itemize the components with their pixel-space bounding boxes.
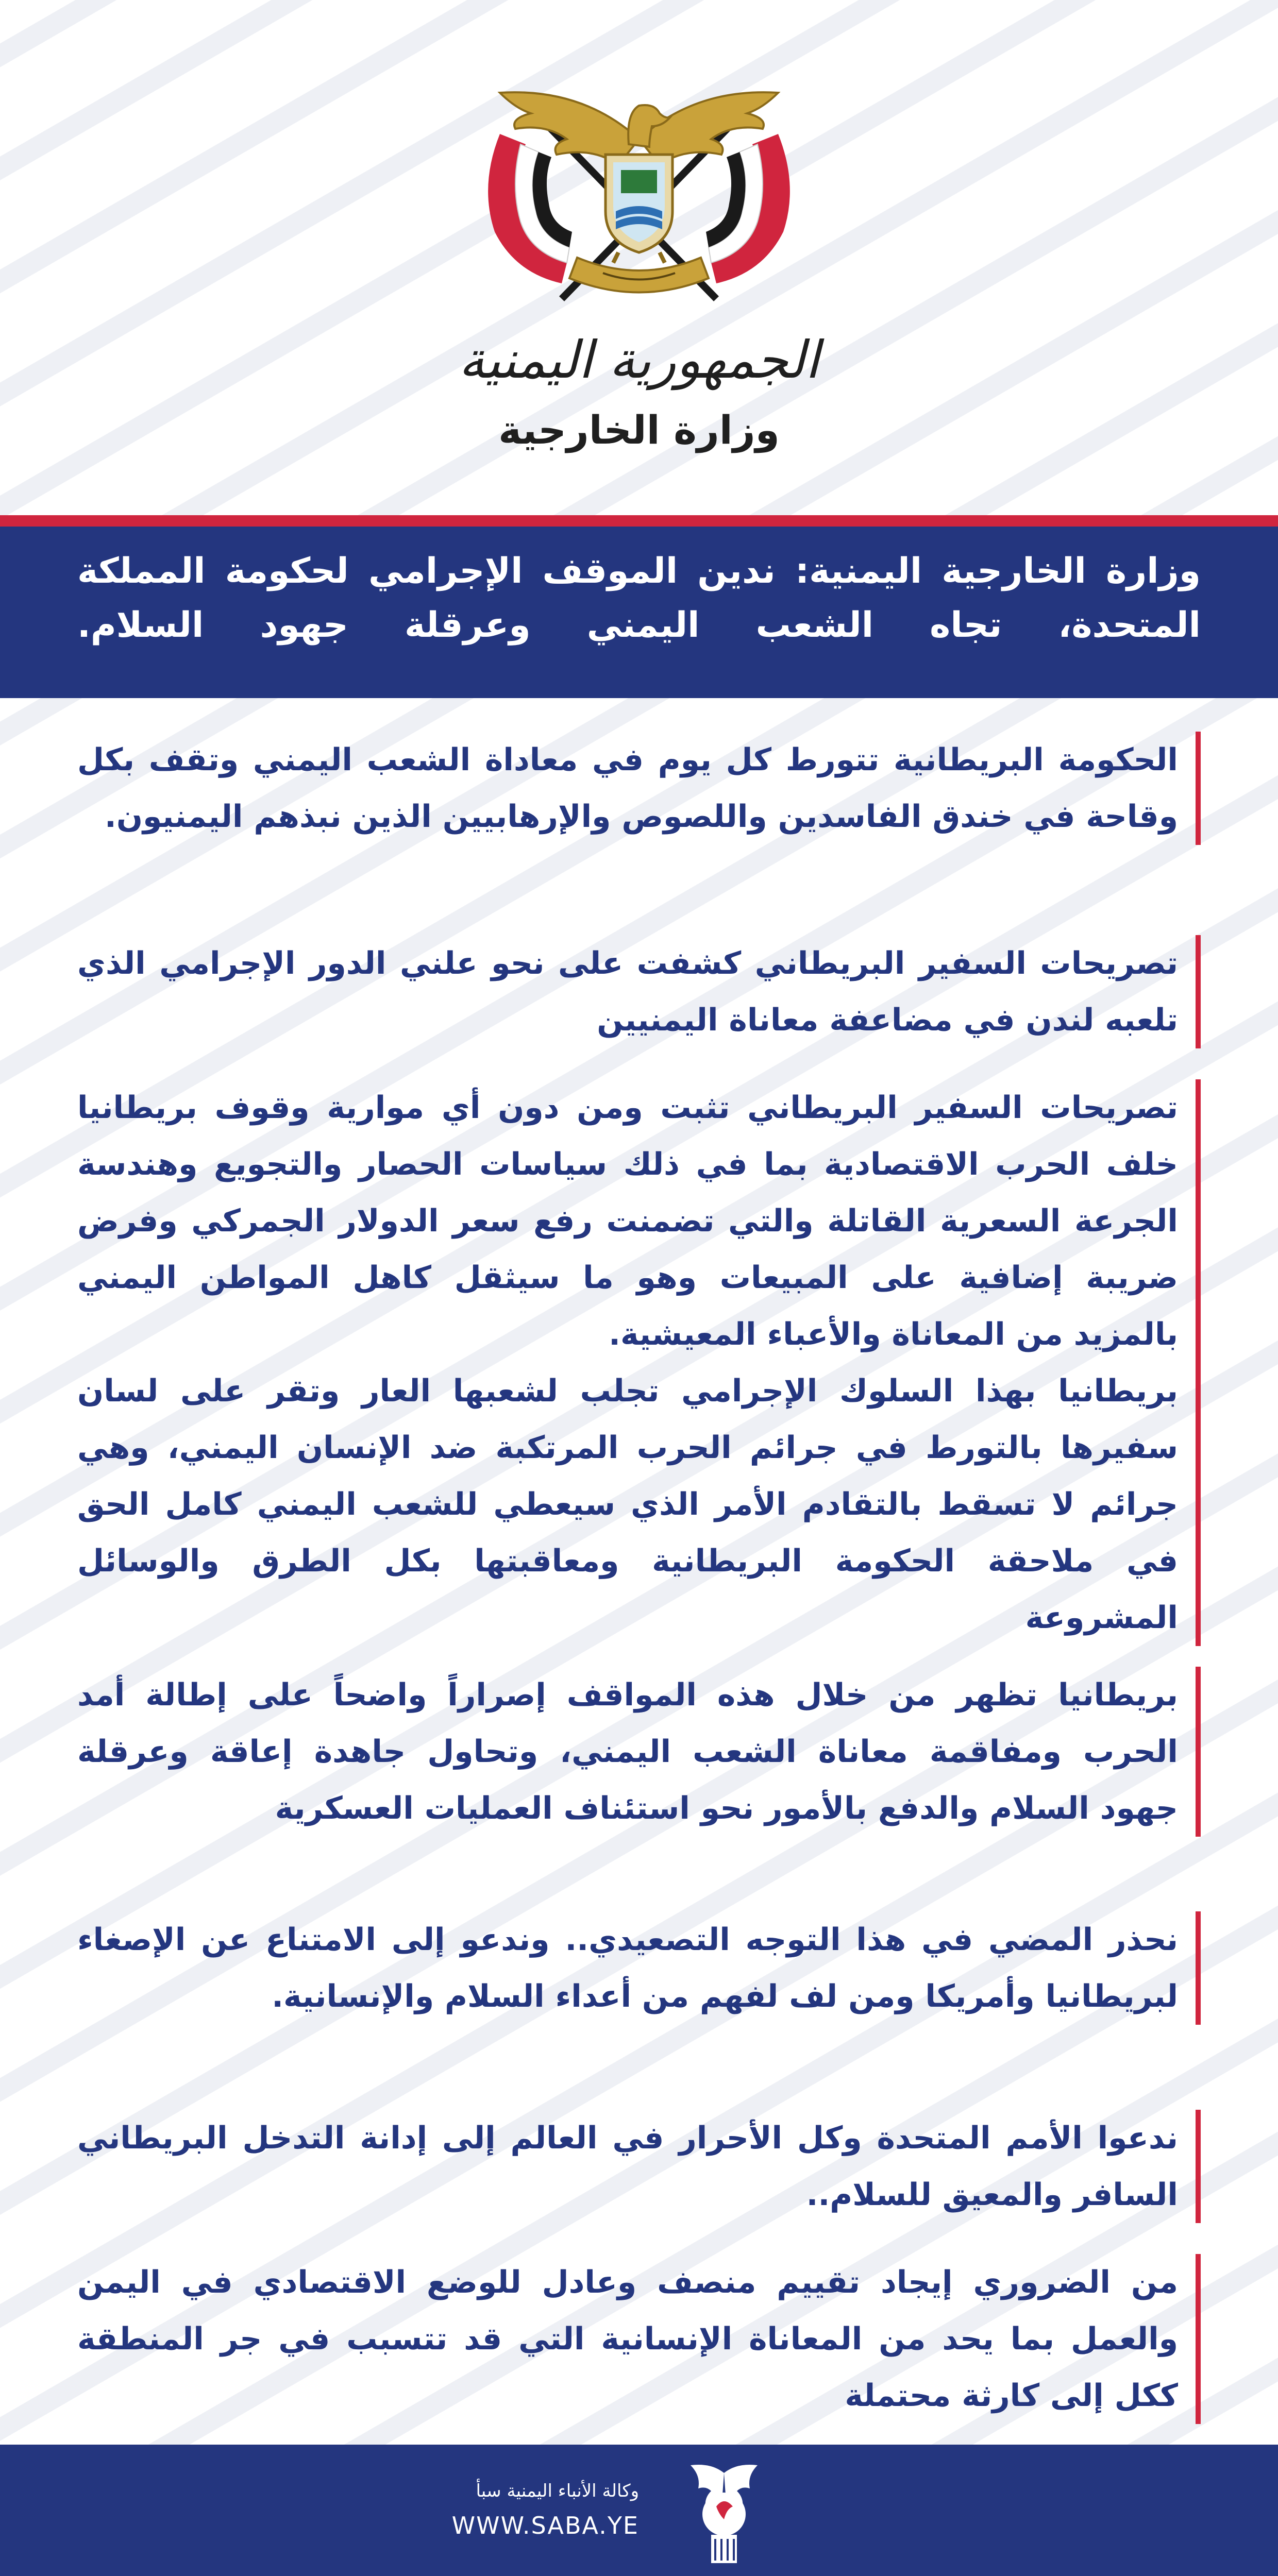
paragraph-item bbox=[77, 1667, 1201, 1837]
paragraph-text: بريطانيا تظهر من خلال هذه المواقف إصراراً واضحاً على إطالة أمد الحرب ومفاقمة معاناة الشعب اليمني، وتحاول جاهدة إعاقة وعرقلة جهود السلام والدفع بالأمور نحو استئناف العمليات العسكرية bbox=[77, 1677, 1178, 1826]
header bbox=[0, 0, 1278, 515]
footer-agency-name: وكالة الأنباء اليمنية سبأ bbox=[476, 2481, 639, 2501]
paragraph-item bbox=[77, 1079, 1201, 1363]
paragraph-text: تصريحات السفير البريطاني تثبت ومن دون أي موارية وقوف بريطانيا خلف الحرب الاقتصادية بما في ذلك سياسات الحصار والتجويع وهندسة الجرعة السعرية القاتلة والتي تضمنت رفع سعر الدولار الجمركي وفرض ضريبة إضافية على المبيعات وهو ما سيثقل كاهل المواطن اليمني بالمزيد من المعاناة والأعباء المعيشية. bbox=[77, 1090, 1178, 1352]
paragraph-text: الحكومة البريطانية تتورط كل يوم في معاداة الشعب اليمني وتقف بكل وقاحة في خندق الفاسدين واللصوص والإرهابيين الذين نبذهم اليمنيون. bbox=[77, 742, 1178, 835]
paragraph-text: نحذر المضي في هذا التوجه التصعيدي.. وندعو إلى الامتناع عن الإصغاء لبريطانيا وأمريكا ومن لف لفهم من أعداء السلام والإنسانية. bbox=[77, 1922, 1178, 2014]
paragraph-item bbox=[77, 2254, 1201, 2424]
saba-eagle-logo-icon bbox=[675, 2458, 773, 2568]
footer bbox=[0, 2445, 1278, 2576]
headline-band bbox=[0, 515, 1278, 698]
ministry-name: وزارة الخارجية bbox=[498, 407, 780, 453]
paragraph-item bbox=[77, 732, 1201, 845]
paragraph-text: ندعوا الأمم المتحدة وكل الأحرار في العالم إلى إدانة التدخل البريطاني السافر والمعيق للسلام.. bbox=[77, 2120, 1178, 2213]
republic-title: الجمهورية اليمنية bbox=[458, 330, 820, 390]
paragraph-item bbox=[77, 1911, 1201, 2025]
paragraph-text: بريطانيا بهذا السلوك الإجرامي تجلب لشعبها العار وتقر على لسان سفيرها بالتورط في جرائم الحرب المرتكبة ضد الإنسان اليمني، وهي جرائم لا تسقط بالتقادم الأمر الذي سيعطي للشعب اليمني كامل الحق في ملاحقة الحكومة البريطانية ومعاقبتها بكل الطرق والوسائل المشروعة bbox=[77, 1373, 1178, 1636]
paragraph-item bbox=[77, 2110, 1201, 2223]
footer-url: WWW.SABA.YE bbox=[451, 2512, 639, 2539]
paragraph-text: من الضروري إيجاد تقييم منصف وعادل للوضع الاقتصادي في اليمن والعمل بما يحد من المعاناة الإنسانية التي قد تتسبب في جر المنطقة ككل إلى كارثة محتملة bbox=[77, 2264, 1178, 2414]
headline: وزارة الخارجية اليمنية: ندين الموقف الإجرامي لحكومة المملكة المتحدة، تجاه الشعب اليمني وعرقلة جهود السلام. bbox=[77, 551, 1201, 646]
paragraph-item bbox=[77, 1363, 1201, 1646]
paragraph-item bbox=[77, 935, 1201, 1048]
yemen-eagle-emblem-icon bbox=[428, 57, 850, 330]
paragraph-text: تصريحات السفير البريطاني كشفت على نحو علني الدور الإجرامي الذي تلعبه لندن في مضاعفة معاناة اليمنيين bbox=[77, 945, 1178, 1038]
